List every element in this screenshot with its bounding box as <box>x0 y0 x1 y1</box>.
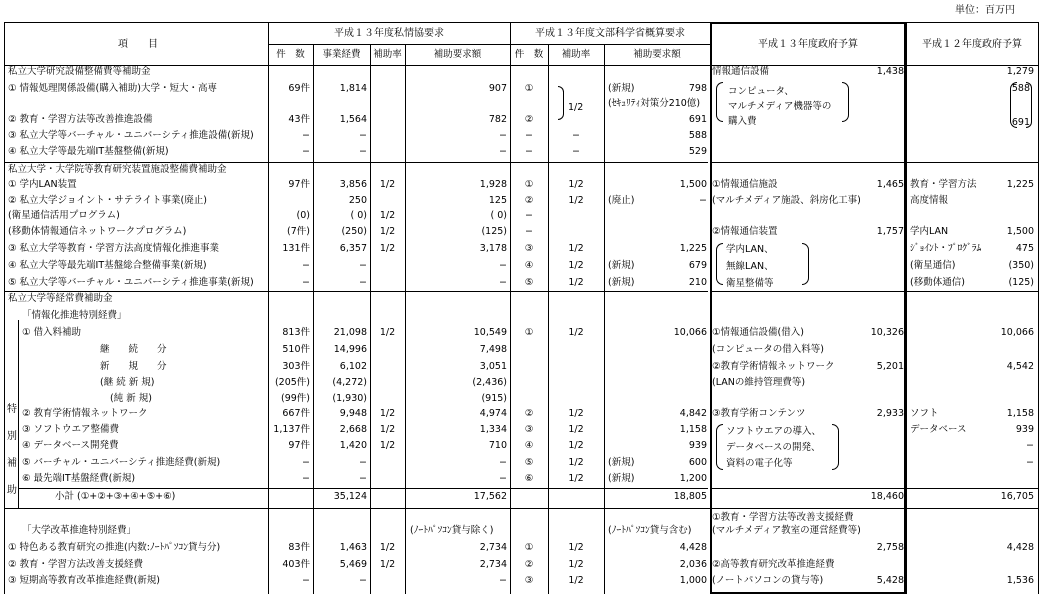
bracket-text: コンピュータ、 <box>728 86 794 97</box>
header-sub: 事業経費 <box>322 49 361 60</box>
cell-name: ② 教育・学習方法改善支援経費 <box>8 559 144 570</box>
cell-cost: 5,469 <box>339 559 367 570</box>
cell-name: 私立大学研究設備整備費等補助金 <box>8 66 151 77</box>
cell-rv: (新規) <box>608 277 635 288</box>
header-group-4: 平成１２年度政府予算 <box>922 39 1022 50</box>
cell-c2: ② <box>524 408 534 419</box>
cell-cnt: (7件) <box>287 226 310 237</box>
cell-rate: 1/2 <box>379 542 396 553</box>
cell-req2: 529 <box>688 146 707 157</box>
cell-c2: ② <box>524 195 534 206</box>
cell-pl: データベース <box>910 424 967 435</box>
cell-req: 3,051 <box>479 361 507 372</box>
cell-rate: 1/2 <box>379 559 396 570</box>
cell-cost: 6,357 <box>339 243 367 254</box>
cell-name: 私立大学等経常費補助金 <box>8 293 113 304</box>
cell-r2: 1/2 <box>568 575 584 586</box>
cell-name: (衛星通信活用プログラム) <box>8 210 120 221</box>
header-group-2: 平成１３年度文部科学省概算要求 <box>535 28 685 39</box>
cell-c2: ④ <box>524 440 534 451</box>
cell-pv: 475 <box>1015 243 1034 254</box>
cell-pv: − <box>1026 457 1034 468</box>
cell-req2: 4,842 <box>679 408 707 419</box>
cell-c2: ③ <box>524 243 534 254</box>
cell-rate: 1/2 <box>379 408 396 419</box>
cell-req2: 1,000 <box>679 575 707 586</box>
cell-cost: − <box>359 130 367 141</box>
cell-r2: 1/2 <box>568 473 584 484</box>
cell-req2: 798 <box>688 83 707 94</box>
cell-bud: ③教育学術コンテンツ <box>712 408 806 419</box>
bracket-text: 購入費 <box>728 116 757 127</box>
cell-bud: (マルチメディア教室の運営経費等) <box>712 525 861 536</box>
cell-cost: 1,420 <box>339 440 367 451</box>
cell-pl: ｼﾞｮｲﾝﾄ・ﾌﾟﾛｸﾞﾗﾑ <box>910 243 982 254</box>
cell-cost: ( 0) <box>350 210 367 221</box>
cell-cost: (4,272) <box>332 377 367 388</box>
cell-cost: 250 <box>348 195 367 206</box>
bracket-right <box>558 86 564 120</box>
cell-pv: 4,428 <box>1006 542 1034 553</box>
cell-req: 1,334 <box>479 424 507 435</box>
cell-c2: − <box>525 130 533 141</box>
cell-name: (継 続 新 規) <box>100 377 155 388</box>
cell-r2: 1/2 <box>568 195 584 206</box>
cell-req: − <box>499 146 507 157</box>
cell-req2: 1,200 <box>679 473 707 484</box>
cell-req2: 691 <box>688 114 707 125</box>
cell-name: 私立大学・大学院等教育研究装置施設整備費補助金 <box>8 164 227 175</box>
cell-req: − <box>499 575 507 586</box>
cell-c2: ⑤ <box>524 277 534 288</box>
cell-req2: 679 <box>688 260 707 271</box>
header-group-1: 平成１３年度私情協要求 <box>334 28 444 39</box>
cell-c2: ② <box>524 114 534 125</box>
cell-name: ④ 私立大学等最先端IT基盤総合整備事業(新規) <box>8 260 207 271</box>
cell-cnt: − <box>302 457 310 468</box>
cell-cnt: 813件 <box>282 327 310 338</box>
bracket-text: マルチメディア機器等の <box>728 101 832 112</box>
cell-bv: 2,758 <box>876 542 904 553</box>
cell-cost: 9,948 <box>339 408 367 419</box>
header-group-3: 平成１３年度政府予算 <box>758 39 858 50</box>
cell-bv: 10,326 <box>870 327 904 338</box>
cell-bud: ②情報通信装置 <box>712 226 778 237</box>
cell-req: 2,734 <box>479 542 507 553</box>
cell-r2: 1/2 <box>568 542 584 553</box>
cell-rate: 1/2 <box>379 243 396 254</box>
header-sub: 件 数 <box>276 49 305 60</box>
cell-cost: (250) <box>341 226 367 237</box>
cell-name: ① 情報処理関係設備(購入補助)大学・短大・高専 <box>8 83 217 94</box>
cell-req2: 4,428 <box>679 542 707 553</box>
cell-cnt: 83件 <box>288 542 310 553</box>
cell-c2: ① <box>524 327 534 338</box>
cell-rate: 1/2 <box>379 424 396 435</box>
cell-c2: − <box>525 226 533 237</box>
cell-name: 「大学改革推進特別経費」 <box>22 525 137 536</box>
cell-name: 継 続 分 <box>100 344 167 355</box>
cell-r2: 1/2 <box>568 179 584 190</box>
bracket-text: ソフトウエアの導入、 <box>726 426 822 437</box>
cell-name: ② 教育学術情報ネットワーク <box>22 408 148 419</box>
cell-rv: (新規) <box>608 473 635 484</box>
cell-name: ② 教育・学習方法等改善推進設備 <box>8 114 153 125</box>
cell-cnt: 43件 <box>288 114 310 125</box>
bracket-right <box>842 82 849 122</box>
cell-cost: 1,814 <box>339 83 367 94</box>
cell-req2: 10,066 <box>673 327 707 338</box>
cell-name: ④ データベース開発費 <box>22 440 119 451</box>
cell-req2: 588 <box>688 130 707 141</box>
cell-req: 17,562 <box>473 491 507 502</box>
cell-req: − <box>499 130 507 141</box>
cell-rv: (新規) <box>608 457 635 468</box>
cell-c2: ⑤ <box>524 457 534 468</box>
cell-bv: 18,460 <box>870 491 904 502</box>
cell-req2: 1,225 <box>679 243 707 254</box>
header-item: 項 目 <box>118 39 158 50</box>
cell-req: 1,928 <box>479 179 507 190</box>
cell-pl: (移動体通信) <box>910 277 965 288</box>
cell-c2: ① <box>524 542 534 553</box>
cell-req: (ﾉｰﾄﾊﾟｿｺﾝ貸与除く) <box>410 525 494 536</box>
cell-req2: 18,805 <box>673 491 707 502</box>
cell-req: (125) <box>481 226 507 237</box>
cell-pv: 10,066 <box>1000 327 1034 338</box>
cell-cnt: 510件 <box>282 344 310 355</box>
cell-req: (915) <box>481 393 507 404</box>
bracket-left <box>716 82 723 122</box>
cell-r2: 1/2 <box>568 277 584 288</box>
cell-req: 10,549 <box>473 327 507 338</box>
cell-cost: 21,098 <box>333 327 367 338</box>
cell-name: ① 学内LAN装置 <box>8 179 77 190</box>
cell-pv: − <box>1026 440 1034 451</box>
cell-cnt: (0) <box>296 210 310 221</box>
cell-cost: 35,124 <box>333 491 367 502</box>
cell-cost: 2,668 <box>339 424 367 435</box>
cell-cnt: 1,137件 <box>273 424 310 435</box>
cell-pv: 1,536 <box>1006 575 1034 586</box>
cell-c2: ① <box>524 179 534 190</box>
cell-pv: 1,279 <box>1006 66 1034 77</box>
header-sub: 補助要求額 <box>433 49 482 60</box>
cell-name: ① 借入料補助 <box>22 327 82 338</box>
cell-req: 710 <box>488 440 507 451</box>
bracket-right <box>832 424 839 470</box>
cell-name: ④ 私立大学等最先端IT基盤整備(新規) <box>8 146 169 157</box>
cell-bud: ①教育・学習方法等改善支援経費 <box>712 512 854 523</box>
cell-req: 125 <box>488 195 507 206</box>
cell-cost: − <box>359 260 367 271</box>
bracket-text: 衛星整備等 <box>726 278 774 289</box>
cell-name: ③ ソフトウエア整備費 <box>22 424 120 435</box>
header-sub: 補助要求額 <box>633 49 681 60</box>
cell-name: (純 新 規) <box>110 393 152 404</box>
cell-cost: − <box>359 457 367 468</box>
cell-req2: 939 <box>688 440 707 451</box>
cell-req2: 1,500 <box>679 179 707 190</box>
cell-name: ⑤ バーチャル・ユニバーシティ推進経費(新規) <box>22 457 221 468</box>
cell-rate: 1/2 <box>379 179 396 190</box>
cell-r2: 1/2 <box>568 260 584 271</box>
bracket-left <box>716 243 723 285</box>
cell-cnt: 667件 <box>282 408 310 419</box>
cell-req: 907 <box>488 83 507 94</box>
cell-pv: (350) <box>1008 260 1034 271</box>
cell-name: 小計 (①+②+③+④+⑤+⑥) <box>55 491 176 502</box>
bracket-text: データベースの開発、 <box>726 442 821 453</box>
cell-pl: (衛星通信) <box>910 260 956 271</box>
cell-req: − <box>499 277 507 288</box>
bracket-value: 691 <box>1011 117 1030 128</box>
cell-bud: (マルチメディア施設、斜房化工事) <box>712 195 861 206</box>
cell-req: 4,974 <box>479 408 507 419</box>
cell-req2: 210 <box>688 277 707 288</box>
cell-bv: 1,757 <box>876 226 904 237</box>
cell-cnt: 303件 <box>282 361 310 372</box>
cell-cost: 6,102 <box>339 361 367 372</box>
cell-c2: ③ <box>524 424 534 435</box>
cell-rate: 1/2 <box>379 226 396 237</box>
cell-pv: (125) <box>1008 277 1034 288</box>
cell-cnt: (205件) <box>274 377 310 388</box>
bracket-value: 588 <box>1011 83 1030 94</box>
cell-r2: 1/2 <box>568 457 584 468</box>
cell-cnt: − <box>302 277 310 288</box>
vertical-label: 特 別 補 助 <box>7 404 17 496</box>
cell-cost: 1,463 <box>339 542 367 553</box>
cell-c2: ① <box>524 83 534 94</box>
cell-name: ③ 私立大学等バーチャル・ユニバーシティ推進設備(新規) <box>8 130 254 141</box>
cell-rate: 1/2 <box>379 210 396 221</box>
cell-c2: ③ <box>524 575 534 586</box>
cell-req: − <box>499 473 507 484</box>
bracket-text: 資料の電子化等 <box>726 458 793 469</box>
cell-cost: − <box>359 277 367 288</box>
unit-label: 単位：百万円 <box>955 5 1015 16</box>
cell-name: 新 規 分 <box>100 361 167 372</box>
cell-req: − <box>499 260 507 271</box>
cell-rv: (ﾉｰﾄﾊﾟｿｺﾝ貸与含む) <box>608 525 692 536</box>
bracket-left <box>716 424 723 470</box>
cell-req: ( 0) <box>490 210 507 221</box>
cell-bv: 5,428 <box>876 575 904 586</box>
bracket-text: 学内LAN、 <box>726 244 774 255</box>
header-sub: 補助率 <box>373 49 402 60</box>
cell-pv: 4,542 <box>1006 361 1034 372</box>
cell-r2: 1/2 <box>568 559 584 570</box>
cell-pv: 1,225 <box>1006 179 1034 190</box>
cell-r2: − <box>572 146 580 157</box>
cell-name: 「情報化推進特別経費」 <box>22 310 127 321</box>
cell-req2: 600 <box>688 457 707 468</box>
cell-r2: 1/2 <box>568 424 584 435</box>
cell-req2: 1,158 <box>679 424 707 435</box>
cell-name: ⑤ 私立大学等バーチャル・ユニバーシティ推進事業(新規) <box>8 277 254 288</box>
cell-cost: − <box>359 146 367 157</box>
cell-rate: 1/2 <box>379 440 396 451</box>
cell-bud: (コンピュータの借入料等) <box>712 344 824 355</box>
cell-bud: ②教育学術情報ネットワーク <box>712 361 835 372</box>
cell-pv: 939 <box>1015 424 1034 435</box>
cell-r2: 1/2 <box>568 327 584 338</box>
bracket-rate: 1/2 <box>568 102 584 113</box>
cell-name: ③ 私立大学等教育・学習方法高度情報化推進事業 <box>8 243 220 254</box>
cell-pv: 1,500 <box>1006 226 1034 237</box>
cell-c2: ⑥ <box>524 473 534 484</box>
cell-pv: 16,705 <box>1000 491 1034 502</box>
cell-c2: − <box>525 210 533 221</box>
cell-cnt: 131件 <box>282 243 310 254</box>
cell-cost: 3,856 <box>339 179 367 190</box>
cell-cnt: 69件 <box>288 83 310 94</box>
cell-c2: ④ <box>524 260 534 271</box>
cell-c2: − <box>525 146 533 157</box>
cell-cnt: 97件 <box>288 440 310 451</box>
cell-cnt: − <box>302 146 310 157</box>
cell-pl: 高度情報 <box>910 195 949 206</box>
cell-cnt: − <box>302 260 310 271</box>
cell-req: − <box>499 457 507 468</box>
cell-rv: (新規) <box>608 260 635 271</box>
bracket-text: 無線LAN、 <box>726 261 774 272</box>
cell-bud: 情報通信設備 <box>712 66 770 77</box>
cell-bud: (ノートパソコンの貸与等) <box>712 575 824 586</box>
cell-cost: − <box>359 575 367 586</box>
cell-name: ② 私立大学ジョイント・サテライト事業(廃止) <box>8 195 207 206</box>
cell-req: 7,498 <box>479 344 507 355</box>
cell-cost: 14,996 <box>333 344 367 355</box>
cell-rate: 1/2 <box>379 327 396 338</box>
cell-name: (移動体情報通信ネットワークプログラム) <box>8 226 187 237</box>
bracket-right <box>802 243 809 285</box>
cell-bv: 1,438 <box>876 66 904 77</box>
cell-req: 3,178 <box>479 243 507 254</box>
cell-pl: ソフト <box>910 408 939 419</box>
cell-r2: 1/2 <box>568 408 584 419</box>
cell-r2: − <box>572 130 580 141</box>
cell-r2: 1/2 <box>568 440 584 451</box>
cell-name: ① 特色ある教育研究の推進(内数:ﾉｰﾄﾊﾟｿｺﾝ貸与分) <box>8 542 221 553</box>
cell-req: 2,734 <box>479 559 507 570</box>
cell-bud: ②高等教育研究改革推進経費 <box>712 559 835 570</box>
cell-pl: 学内LAN <box>910 226 949 237</box>
cell-bud: ①情報通信設備(借入) <box>712 327 804 338</box>
cell-rv: (ｾｷｭﾘﾃｨ対策分210億) <box>608 98 701 109</box>
cell-cost: 1,564 <box>339 114 367 125</box>
cell-req: (2,436) <box>472 377 507 388</box>
cell-r2: 1/2 <box>568 243 584 254</box>
cell-bud: (LANの維持管理費等) <box>712 377 806 388</box>
cell-cnt: − <box>302 473 310 484</box>
cell-req2: − <box>699 195 707 206</box>
cell-rv: (廃止) <box>608 195 635 206</box>
cell-rv: (新規) <box>608 83 635 94</box>
header-sub: 件 数 <box>514 49 544 60</box>
cell-name: ③ 短期高等教育改革推進経費(新規) <box>8 575 160 586</box>
cell-req: 782 <box>488 114 507 125</box>
cell-bv: 2,933 <box>876 408 904 419</box>
header-sub: 補助率 <box>561 49 591 60</box>
cell-cost: (1,930) <box>332 393 367 404</box>
cell-cnt: 403件 <box>282 559 310 570</box>
cell-cnt: 97件 <box>288 179 310 190</box>
cell-cnt: − <box>302 130 310 141</box>
cell-cnt: (99件) <box>280 393 310 404</box>
cell-req2: 2,036 <box>679 559 707 570</box>
cell-cnt: − <box>302 575 310 586</box>
cell-bv: 1,465 <box>876 179 904 190</box>
cell-bud: ①情報通信施設 <box>712 179 778 190</box>
cell-c2: ② <box>524 559 534 570</box>
cell-pl: 教育・学習方法 <box>910 179 977 190</box>
cell-bv: 5,201 <box>876 361 904 372</box>
cell-cost: − <box>359 473 367 484</box>
cell-name: ⑥ 最先端IT基盤経費(新規) <box>22 473 136 484</box>
cell-pv: 1,158 <box>1006 408 1034 419</box>
